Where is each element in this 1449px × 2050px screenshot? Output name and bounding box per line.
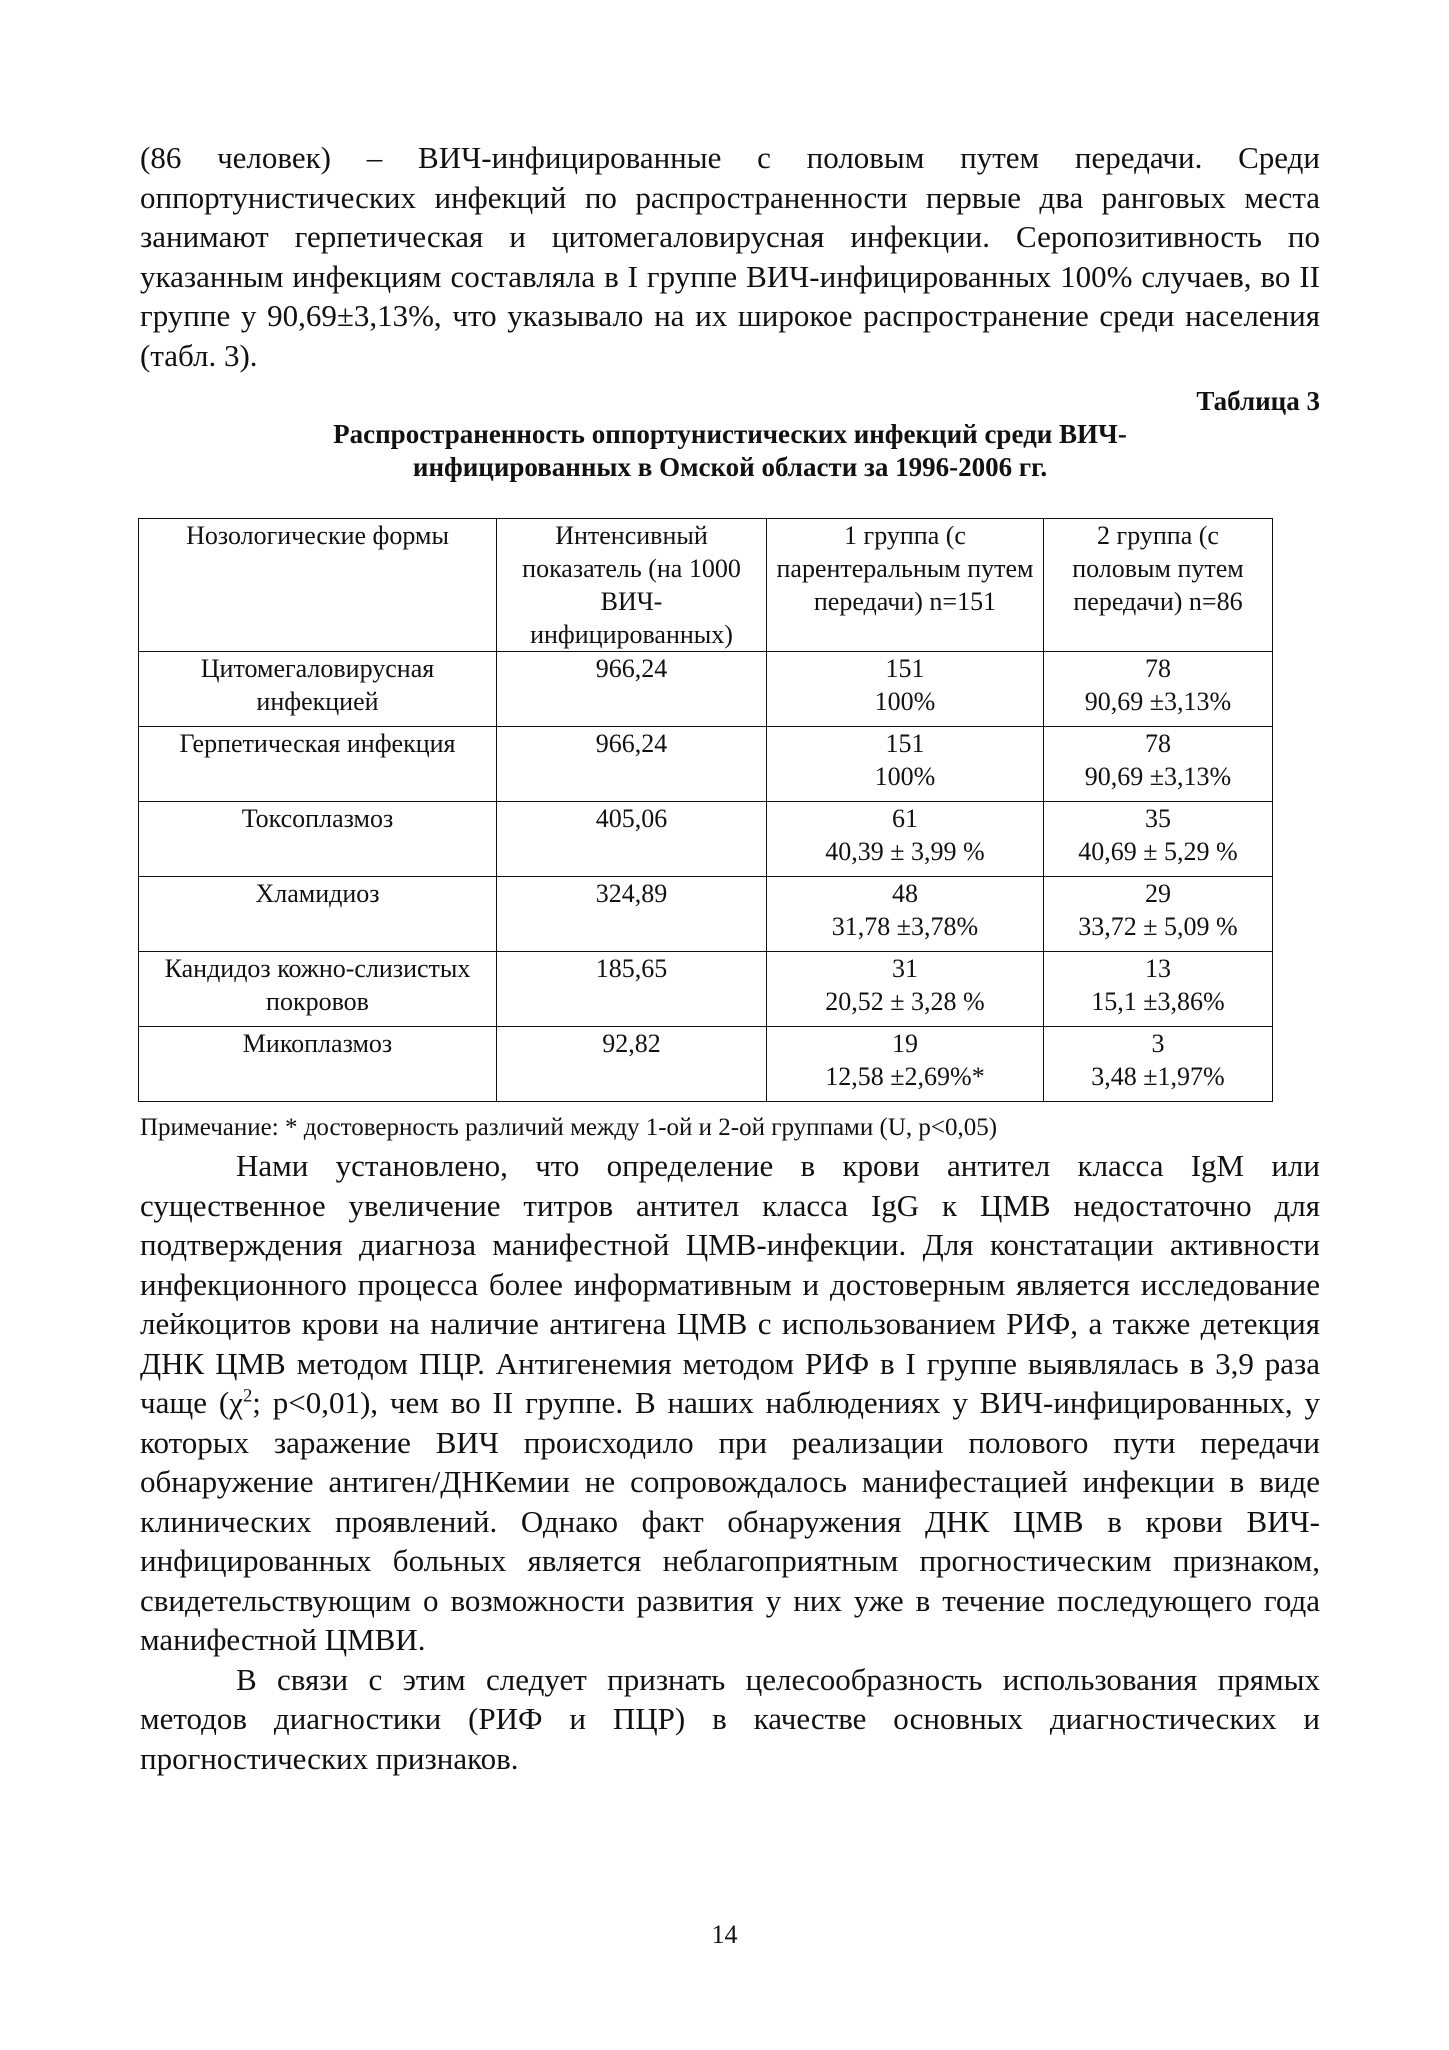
cell-form: Герпетическая инфекция [139,727,497,802]
cell-intensity: 966,24 [497,727,767,802]
cell-form: Микоплазмоз [139,1027,497,1102]
cell-group-1 [767,727,1044,802]
table-caption: Распространенность оппортунистических инфекций среди ВИЧ-инфицированных в Омской области за 1996-2006 гг. [333,419,1127,482]
table-row [139,802,1273,877]
group-1-percent: 100% [874,687,936,716]
table-row [139,952,1273,1027]
cell-group-2 [1044,802,1273,877]
group-1-percent: 40,39 ± 3,99 % [825,837,985,866]
group-1-percent: 20,52 ± 3,28 % [825,987,985,1016]
body-paragraph-1 [140,1146,1320,1660]
table-note: Примечание: * достоверность различий между 1-ой и 2-ой группами (U, p<0,05) [140,1114,998,1141]
group-2-count: 78 [1145,654,1171,683]
cell-group-1 [767,877,1044,952]
group-1-percent: 100% [874,762,936,791]
cell-form: Цитомегаловирусная инфекцией [139,652,497,727]
group-2-percent: 33,72 ± 5,09 % [1078,912,1238,941]
group-1-count: 48 [892,879,918,908]
cell-intensity: 966,24 [497,652,767,727]
group-1-count: 19 [892,1029,918,1058]
table-row [139,727,1273,802]
cell-group-2 [1044,877,1273,952]
group-1-percent: 31,78 ±3,78% [831,912,979,941]
body-paragraph-1-text: Нами установлено, что определение в крови антител класса IgM или существенное увеличение титров антител класса IgG к ЦМВ недостаточно для подтверждения диагноза манифестной ЦМВ-инфекции. Для констатации активности инфекционного процесса более информативным и достоверным является исследование лейкоцитов крови на наличие антигена ЦМВ с использованием РИФ, а также детекция ДНК ЦМВ методом ПЦР. Антигенемия методом РИФ в I группе выявлялась в 3,9 раза чаще (χ [140,1148,1320,1420]
table-row [139,1027,1273,1102]
group-1-count: 151 [885,729,925,758]
group-1-percent: 12,58 ±2,69%* [825,1062,985,1091]
table-row [139,877,1273,952]
body-paragraph-2: В связи с этим следует признать целесообразность использования прямых методов диагностики (РИФ и ПЦР) в качестве основных диагностических и прогностических признаков. [140,1661,1320,1776]
table-label: Таблица 3 [1196,386,1320,416]
header-forms: Нозологические формы [139,519,497,652]
intro-section [140,138,1320,375]
cell-intensity: 324,89 [497,877,767,952]
group-2-count: 78 [1145,729,1171,758]
body-section [140,1146,1320,1778]
header-group-1: 1 группа (с парентеральным путем передачи) n=151 [767,519,1044,652]
cell-group-1 [767,1027,1044,1102]
cell-group-2 [1044,1027,1273,1102]
header-group-2: 2 группа (с половым путем передачи) n=86 [1044,519,1273,652]
cell-group-2 [1044,727,1273,802]
group-2-count: 13 [1145,954,1171,983]
cell-form: Токсоплазмоз [139,802,497,877]
group-1-count: 151 [885,654,925,683]
group-2-percent: 90,69 ±3,13% [1084,687,1232,716]
cell-group-1 [767,952,1044,1027]
intro-paragraph: (86 человек) – ВИЧ-инфицированные с половым путем передачи. Среди оппортунистических инфекций по распространенности первые два ранговых места занимают герпетическая и цитомегаловирусная инфекции. Серопозитивность по указанным инфекциям составляла в I группе ВИЧ-инфицированных 100% случаев, во II группе у 90,69±3,13%, что указывало на их широкое распространение среди населения (табл. 3). [140,140,1320,373]
cell-group-1 [767,802,1044,877]
cell-form: Хламидиоз [139,877,497,952]
chi-square-exponent: 2 [242,1385,253,1407]
group-2-count: 3 [1151,1029,1165,1058]
table-header-row [139,519,1273,652]
table-row [139,652,1273,727]
group-2-count: 35 [1145,804,1171,833]
infections-table [138,518,1273,1102]
cell-form: Кандидоз кожно-слизистых покровов [139,952,497,1027]
cell-group-1 [767,652,1044,727]
group-2-percent: 90,69 ±3,13% [1084,762,1232,791]
cell-group-2 [1044,652,1273,727]
page-number: 14 [711,1920,738,1949]
group-2-percent: 40,69 ± 5,29 % [1078,837,1238,866]
group-2-percent: 3,48 ±1,97% [1091,1062,1225,1091]
group-2-percent: 15,1 ±3,86% [1091,987,1225,1016]
group-1-count: 61 [892,804,918,833]
group-1-count: 31 [892,954,918,983]
header-intensity: Интенсивный показатель (на 1000 ВИЧ-инфицированных) [497,519,767,652]
cell-intensity: 185,65 [497,952,767,1027]
cell-group-2 [1044,952,1273,1027]
cell-intensity: 92,82 [497,1027,767,1102]
group-2-count: 29 [1145,879,1171,908]
cell-intensity: 405,06 [497,802,767,877]
body-paragraph-1-text-end: ; p<0,01), чем во II группе. В наших наблюдениях у ВИЧ-инфицированных, у которых заражение ВИЧ происходило при реализации полового пути передачи обнаружение антиген/ДНКемии не сопровождалось манифестацией инфекции в виде клинических проявлений. Однако факт обнаружения ДНК ЦМВ в крови ВИЧ-инфицированных больных является неблагоприятным прогностическим признаком, свидетельствующим о возможности развития у них уже в течение последующего года манифестной ЦМВИ. [140,1385,1320,1657]
